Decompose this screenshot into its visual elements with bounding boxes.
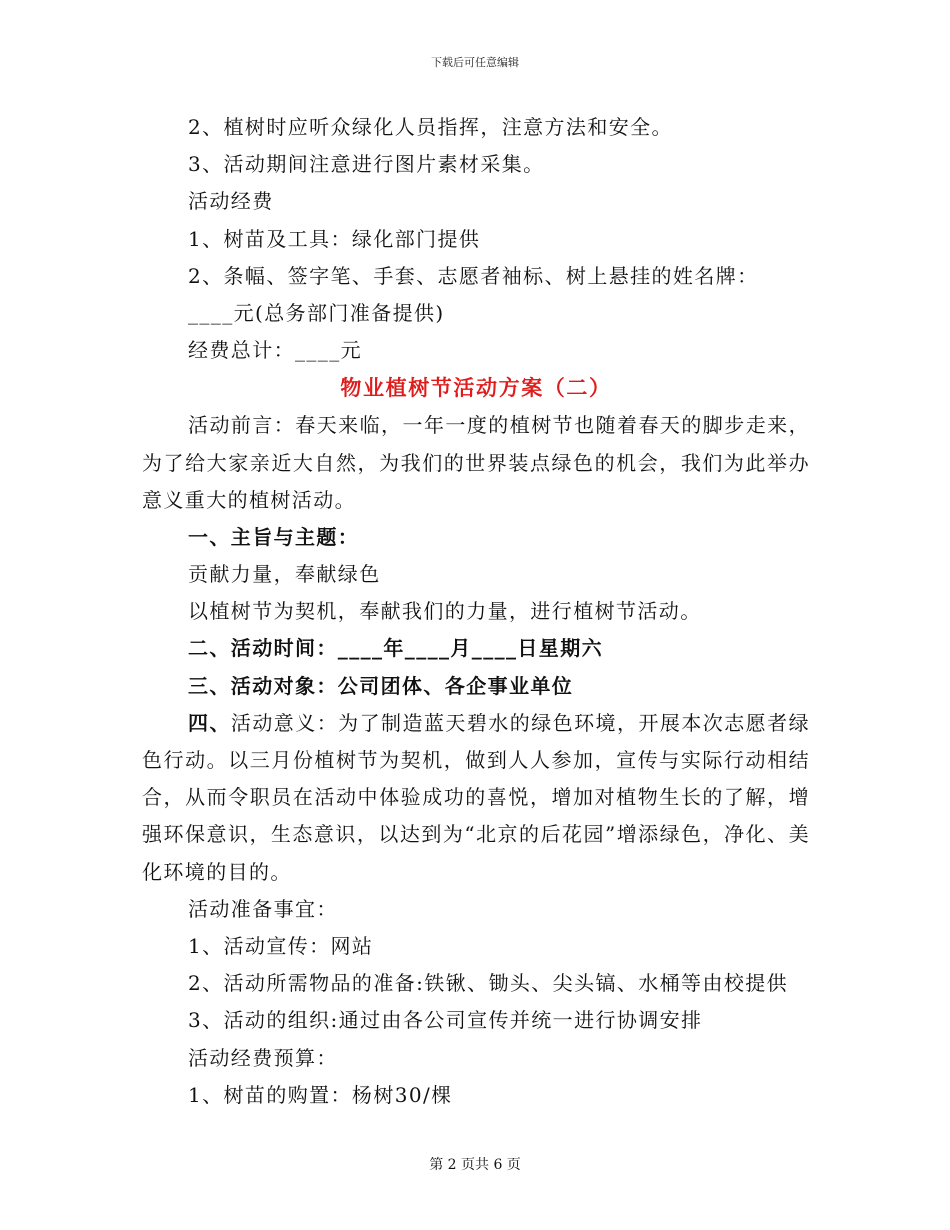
section-heading: 一、主旨与主题： [188,524,360,549]
significance-paragraph [142,705,810,891]
text-line: 以植树节为契机，奉献我们的力量，进行植树节活动。 [188,599,702,624]
text-line: 活动经费 [188,189,274,214]
document-body [142,109,810,1114]
text-line: 贡献力量，奉献绿色 [188,562,381,587]
text-line: 活动准备事宜： [188,896,338,921]
section-heading: 三、活动对象：公司团体、各企事业单位 [188,673,574,698]
header-note: 下载后可任意编辑 [431,56,519,69]
preface-paragraph: 活动前言：春天来临，一年一度的植树节也随着春天的脚步走来，为了给大家亲近大自然，为我们的世界装点绿色的机会，我们为此举办意义重大的植树活动。 [142,413,810,512]
section-title: 物业植树节活动方案（二） [340,375,612,401]
significance-text: 活动意义：为了制造蓝天碧水的绿色环境，开展本次志愿者绿色行动。以三月份植树节为契机，做到人人参加，宣传与实际行动相结合，从而令职员在活动中体验成功的喜悦，增加对植物生长的了解，增强环保意识，生态意识，以达到为“北京的后花园”增添绿色，净化、美化环境的目的。 [142,710,810,884]
text-line: 1、活动宣传：网站 [188,934,374,959]
text-line: 2、条幅、签字笔、手套、志愿者袖标、树上悬挂的姓名牌： [188,263,759,288]
text-line: 2、活动所需物品的准备:铁锹、锄头、尖头镐、水桶等由校提供 [188,971,789,996]
page-number-footer: 第 2 页共 6 页 [429,1157,521,1173]
text-line: 1、树苗及工具：绿化部门提供 [188,226,481,251]
text-line: 1、树苗的购置：杨树30/棵 [188,1082,453,1107]
text-line: 活动经费预算： [188,1045,338,1070]
text-line: ____元(总务部门准备提供) [188,300,445,325]
text-line: 2、植树时应听众绿化人员指挥，注意方法和安全。 [188,115,673,139]
text-line: 经费总计：____元 [188,338,362,363]
section-heading: 二、活动时间：____年____月____日星期六 [188,636,603,661]
text-line: 3、活动期间注意进行图片素材采集。 [188,152,545,177]
text-line: 3、活动的组织:通过由各公司宣传并统一进行协调安排 [188,1008,703,1033]
section-number: 四、 [188,710,231,735]
